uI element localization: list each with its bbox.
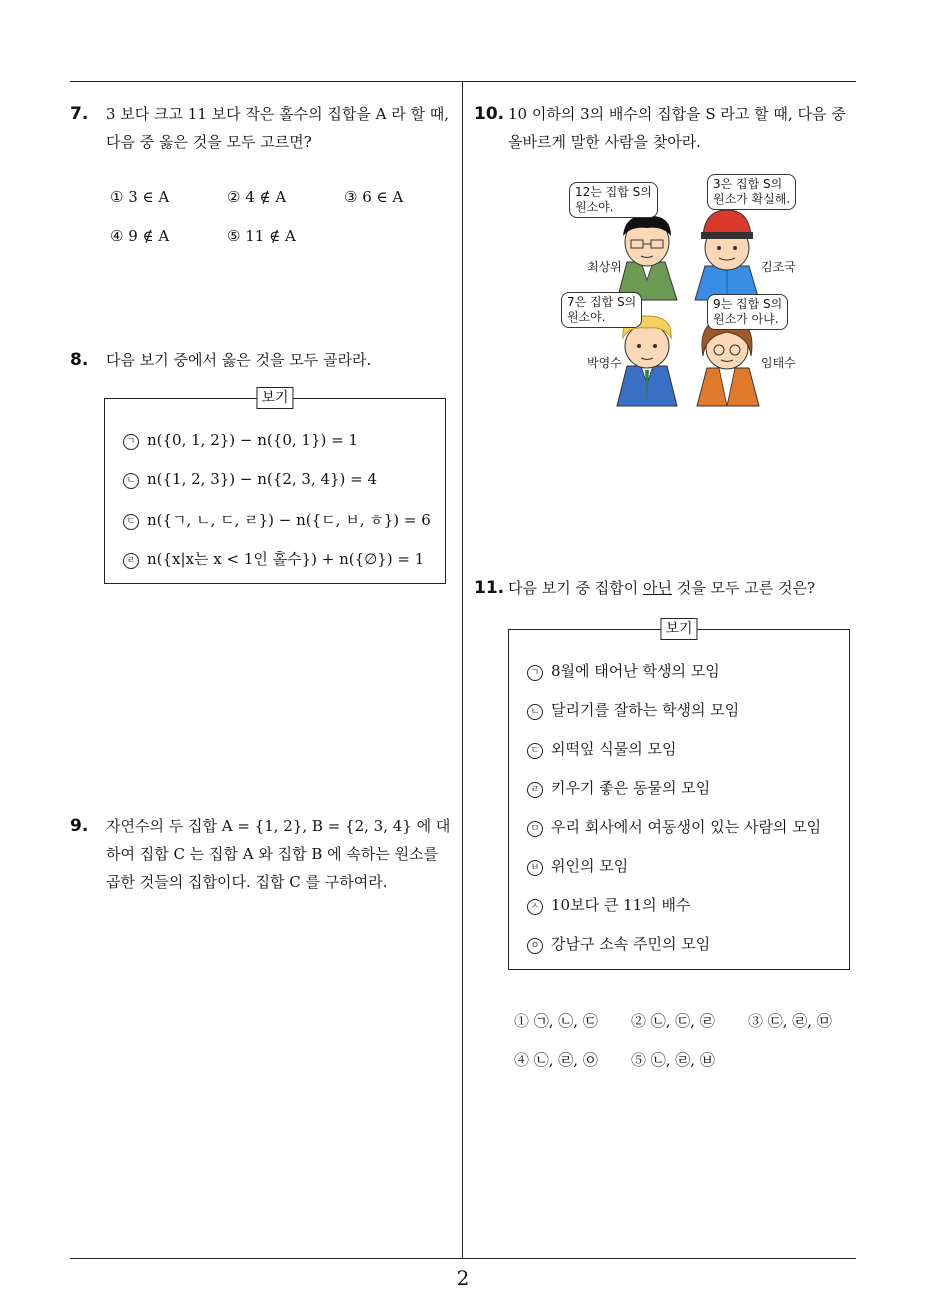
person-kimjoguk <box>695 210 759 300</box>
bogi-item <box>527 816 821 837</box>
bogi-item <box>527 699 739 720</box>
bogi-item-text: n({ㄱ, ㄴ, ㄷ, ㄹ}) − n({ㄷ, ㅂ, ㅎ}) = 6 <box>147 511 431 529</box>
question-text-line: 10 이하의 3의 배수의 집합을 S 라고 할 때, 다음 중 <box>508 105 846 123</box>
circled-marker: ㄱ <box>123 434 139 450</box>
bogi-item <box>123 431 358 450</box>
person-name: 임태수 <box>761 356 796 370</box>
question-text-line: 3 보다 크고 11 보다 작은 홀수의 집합을 A 라 할 때, <box>106 105 450 123</box>
speech-bubble <box>569 182 658 218</box>
bogi-item <box>123 470 377 489</box>
speech-bubble <box>707 294 788 330</box>
bogi-item-text: 키우기 좋은 동물의 모임 <box>551 779 711 797</box>
choice-5[interactable]: ⑤ ㉡, ㉣, ㉥ <box>631 1051 715 1069</box>
question-11 <box>474 574 859 604</box>
bogi-item-text: 위인의 모임 <box>551 857 629 875</box>
bogi-item-text: 외떡잎 식물의 모임 <box>551 740 677 758</box>
question-text: 다음 보기 중에서 옳은 것을 모두 골라라. <box>106 351 372 369</box>
bogi-item <box>527 855 628 876</box>
question-7 <box>70 100 455 160</box>
circled-marker: ㅁ <box>527 821 543 837</box>
speech-line: 원소가 아냐. <box>713 312 779 326</box>
bogi-item <box>527 660 720 681</box>
question-text-line: 자연수의 두 집합 A = {1, 2}, B = {2, 3, 4} 에 대 <box>106 817 451 835</box>
circled-marker: ㄹ <box>527 782 543 798</box>
person-parkyoungsu <box>617 316 677 406</box>
bogi-item <box>123 509 431 530</box>
question-number: 9. <box>70 816 89 836</box>
speech-line: 3은 집합 S의 <box>713 177 783 191</box>
choice-3[interactable]: ③ 6 ∈ A <box>344 188 404 206</box>
question-text-line: 곱한 것들의 집합이다. 집합 C 를 구하여라. <box>106 873 388 891</box>
bogi-item-text: 8월에 태어난 학생의 모임 <box>551 662 720 680</box>
question-9 <box>70 812 455 902</box>
choice-4[interactable]: ④ 9 ∉ A <box>110 227 170 245</box>
choice-5[interactable]: ⑤ 11 ∉ A <box>227 227 296 245</box>
bogi-item-text: 우리 회사에서 여동생이 있는 사람의 모임 <box>551 818 822 836</box>
choice-4[interactable]: ④ ㉡, ㉣, ㉧ <box>514 1051 598 1069</box>
circled-marker: ㄱ <box>527 665 543 681</box>
question-text <box>106 812 450 896</box>
circled-marker: ㅇ <box>527 938 543 954</box>
bogi-item-text: n({1, 2, 3}) − n({2, 3, 4}) = 4 <box>147 470 378 488</box>
question-number: 10. <box>474 104 505 124</box>
speech-line: 원소야. <box>567 310 606 324</box>
bogi-title: 보기 <box>256 387 293 409</box>
bogi-item <box>527 933 710 954</box>
choice-3[interactable]: ③ ㉢, ㉣, ㉤ <box>748 1012 832 1030</box>
circled-marker: ㄹ <box>123 553 139 569</box>
question-text-line: 올바르게 말한 사람을 찾아라. <box>508 133 701 151</box>
choice-1[interactable]: ① ㉠, ㉡, ㉢ <box>514 1012 598 1030</box>
speech-bubble <box>561 292 642 328</box>
emphasis-text: 아닌 <box>643 579 672 597</box>
speech-line: 원소야. <box>575 200 614 214</box>
question-text-part: 것을 모두 고른 것은? <box>671 579 816 597</box>
bogi-item <box>527 894 690 915</box>
column-divider <box>462 82 463 1259</box>
question-text-part: 다음 보기 중 집합이 <box>508 579 643 597</box>
top-rule <box>70 81 856 82</box>
question-number: 8. <box>70 350 89 370</box>
bogi-item-text: n({x|x는 x < 1인 홀수}) + n({∅}) = 1 <box>147 550 425 568</box>
bogi-title: 보기 <box>660 618 697 640</box>
question-8 <box>70 346 455 376</box>
four-people-illustration <box>555 170 815 410</box>
speech-line: 12는 집합 S의 <box>575 185 652 199</box>
bogi-item <box>527 738 676 759</box>
person-name: 최상위 <box>587 260 622 274</box>
question-text <box>508 574 815 602</box>
question-text <box>508 100 846 156</box>
circled-marker: ㄷ <box>123 514 139 530</box>
bogi-item-text: 달리기를 잘하는 학생의 모임 <box>551 701 740 719</box>
speech-line: 원소가 확실해. <box>713 192 791 206</box>
circled-marker: ㄷ <box>527 743 543 759</box>
question-text-line: 다음 중 옳은 것을 모두 고르면? <box>106 133 312 151</box>
question-text <box>106 100 449 156</box>
person-name: 김조국 <box>761 260 796 274</box>
bogi-item-text: 10보다 큰 11의 배수 <box>551 896 691 914</box>
person-choisangwi <box>617 216 677 300</box>
question-number: 11. <box>474 578 505 598</box>
person-imtaesu <box>697 318 759 406</box>
circled-marker: ㄴ <box>527 704 543 720</box>
bogi-box <box>508 621 850 970</box>
speech-line: 7은 집합 S의 <box>567 295 637 309</box>
speech-line: 9는 집합 S의 <box>713 297 783 311</box>
circled-marker: ㅂ <box>527 860 543 876</box>
speech-bubble <box>707 174 796 210</box>
question-text-line: 하여 집합 C 는 집합 A 와 집합 B 에 속하는 원소를 <box>106 845 439 863</box>
question-number: 7. <box>70 104 89 124</box>
choice-1[interactable]: ① 3 ∈ A <box>110 188 170 206</box>
page-number: 2 <box>456 1266 470 1290</box>
question-10 <box>474 100 859 160</box>
bogi-item <box>123 548 424 569</box>
circled-marker: ㅅ <box>527 899 543 915</box>
bottom-rule <box>70 1258 856 1259</box>
bogi-item <box>527 777 710 798</box>
person-name: 박영수 <box>587 356 622 370</box>
choice-2[interactable]: ② 4 ∉ A <box>227 188 287 206</box>
bogi-item-text: 강남구 소속 주민의 모임 <box>551 935 711 953</box>
bogi-item-text: n({0, 1, 2}) − n({0, 1}) = 1 <box>147 431 358 449</box>
choice-2[interactable]: ② ㉡, ㉢, ㉣ <box>631 1012 715 1030</box>
circled-marker: ㄴ <box>123 473 139 489</box>
bogi-box <box>104 390 446 584</box>
